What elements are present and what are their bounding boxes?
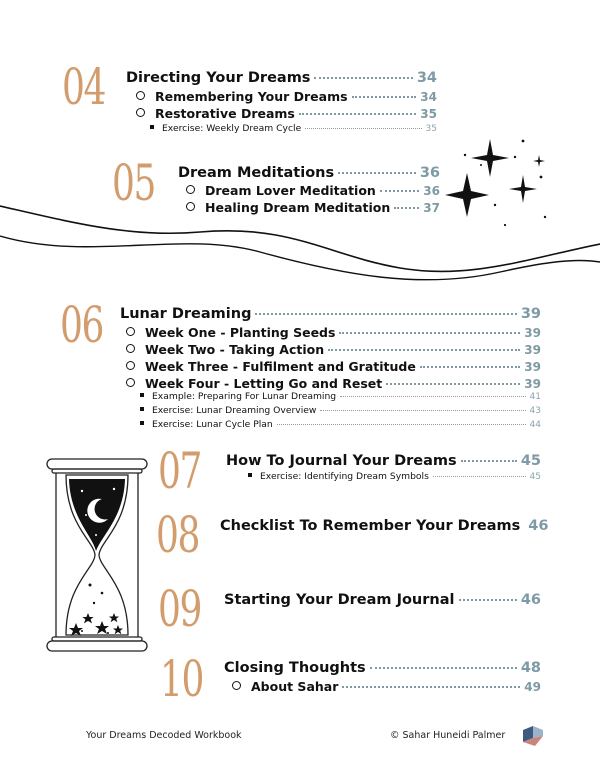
toc-title: Starting Your Dream Journal bbox=[224, 592, 455, 608]
chapter-number: 06 bbox=[60, 296, 103, 354]
page-number: 39 bbox=[524, 360, 541, 374]
page-number: 49 bbox=[524, 680, 541, 694]
square-bullet-icon bbox=[140, 393, 144, 397]
dot-leader bbox=[305, 128, 421, 129]
page-number: 36 bbox=[423, 184, 440, 198]
dot-leader bbox=[339, 332, 520, 334]
toc-title: Dream Meditations bbox=[178, 165, 335, 181]
toc-subentry[interactable] bbox=[126, 359, 541, 374]
page-number: 36 bbox=[419, 165, 440, 181]
square-bullet-icon bbox=[150, 125, 154, 129]
toc-subtitle: About Sahar bbox=[251, 679, 339, 694]
dot-leader bbox=[277, 424, 526, 425]
page-number: 37 bbox=[423, 201, 440, 215]
dot-leader bbox=[370, 667, 517, 669]
chapter-number: 10 bbox=[160, 650, 203, 708]
bullet-icon bbox=[136, 108, 145, 117]
toc-entry[interactable] bbox=[220, 518, 549, 534]
dot-leader bbox=[338, 172, 416, 174]
page-number: 39 bbox=[520, 306, 541, 322]
toc-title: Checklist To Remember Your Dreams bbox=[220, 518, 521, 534]
toc-subentry[interactable] bbox=[136, 106, 437, 121]
dot-leader bbox=[328, 349, 520, 351]
page-number: 48 bbox=[520, 660, 541, 676]
toc-title: Closing Thoughts bbox=[224, 660, 366, 676]
toc-exercise[interactable] bbox=[140, 391, 541, 402]
bullet-icon bbox=[186, 185, 195, 194]
toc-title: Directing Your Dreams bbox=[126, 70, 311, 86]
chapter-number: 09 bbox=[158, 580, 201, 638]
dot-leader bbox=[386, 383, 520, 385]
dot-leader bbox=[255, 313, 516, 315]
toc-exercise-label: Exercise: Identifying Dream Symbols bbox=[260, 471, 429, 482]
bullet-icon bbox=[126, 327, 135, 336]
page-number: 34 bbox=[420, 90, 437, 104]
page-number: 46 bbox=[528, 518, 549, 534]
toc-entry[interactable] bbox=[120, 306, 541, 322]
page-number: 39 bbox=[524, 377, 541, 391]
toc-entry[interactable] bbox=[224, 592, 541, 608]
chapter-number: 05 bbox=[112, 154, 155, 212]
toc-subentry[interactable] bbox=[232, 679, 541, 694]
toc-subentry[interactable] bbox=[136, 89, 437, 104]
page-number: 44 bbox=[529, 420, 541, 430]
square-bullet-icon bbox=[248, 473, 252, 477]
page-number: 43 bbox=[529, 406, 541, 416]
square-bullet-icon bbox=[140, 421, 144, 425]
dot-leader bbox=[433, 476, 526, 477]
toc-entry[interactable] bbox=[126, 70, 437, 86]
square-bullet-icon bbox=[140, 407, 144, 411]
page-number: 39 bbox=[524, 343, 541, 357]
page-number: 35 bbox=[420, 107, 437, 121]
toc-subentry[interactable] bbox=[126, 325, 541, 340]
dot-leader bbox=[459, 599, 517, 601]
dot-leader bbox=[320, 410, 525, 411]
footer-copyright: © Sahar Huneidi Palmer bbox=[390, 730, 506, 741]
chapter-number: 08 bbox=[156, 506, 199, 564]
toc-exercise[interactable] bbox=[248, 471, 541, 482]
toc-subentry[interactable] bbox=[126, 376, 541, 391]
toc-entry[interactable] bbox=[178, 165, 440, 181]
dot-leader bbox=[314, 77, 412, 79]
page-number: 45 bbox=[529, 472, 541, 482]
toc-subentry[interactable] bbox=[186, 200, 440, 215]
toc-entry[interactable] bbox=[226, 453, 541, 469]
bullet-icon bbox=[136, 91, 145, 100]
toc-subtitle: Restorative Dreams bbox=[155, 106, 295, 121]
toc-subentry[interactable] bbox=[126, 342, 541, 357]
bullet-icon bbox=[232, 681, 241, 690]
page-number: 35 bbox=[425, 124, 437, 134]
dot-leader bbox=[342, 686, 520, 688]
chapter-number: 07 bbox=[158, 442, 201, 500]
dot-leader bbox=[380, 190, 419, 192]
toc-subentry[interactable] bbox=[186, 183, 440, 198]
toc-exercise-label: Exercise: Weekly Dream Cycle bbox=[162, 123, 302, 134]
toc-exercise[interactable] bbox=[150, 123, 437, 134]
bullet-icon bbox=[126, 378, 135, 387]
chapter-number: 04 bbox=[62, 58, 105, 116]
page-number: 34 bbox=[416, 70, 437, 86]
toc-entry[interactable] bbox=[224, 660, 541, 676]
toc-exercise-label: Exercise: Lunar Dreaming Overview bbox=[152, 405, 317, 416]
sparkle-stars-icon bbox=[445, 125, 555, 235]
toc-title: How To Journal Your Dreams bbox=[226, 453, 457, 469]
toc-subtitle: Week Two - Taking Action bbox=[145, 342, 325, 357]
dot-leader bbox=[394, 207, 419, 209]
page-number: 46 bbox=[520, 592, 541, 608]
dot-leader bbox=[340, 396, 525, 397]
bullet-icon bbox=[186, 202, 195, 211]
footer-book-title: Your Dreams Decoded Workbook bbox=[86, 730, 242, 741]
dot-leader bbox=[461, 460, 517, 462]
dot-leader bbox=[420, 366, 520, 368]
toc-exercise[interactable] bbox=[140, 419, 541, 430]
toc-exercise-label: Example: Preparing For Lunar Dreaming bbox=[152, 391, 337, 402]
toc-title: Lunar Dreaming bbox=[120, 306, 252, 322]
bullet-icon bbox=[126, 361, 135, 370]
page-number: 39 bbox=[524, 326, 541, 340]
bullet-icon bbox=[126, 344, 135, 353]
toc-exercise-label: Exercise: Lunar Cycle Plan bbox=[152, 419, 273, 430]
dot-leader bbox=[299, 113, 416, 115]
page-number: 41 bbox=[529, 392, 541, 402]
logo-icon bbox=[521, 724, 545, 748]
toc-subtitle: Dream Lover Meditation bbox=[205, 183, 376, 198]
toc-subtitle: Remembering Your Dreams bbox=[155, 89, 348, 104]
toc-exercise[interactable] bbox=[140, 405, 541, 416]
toc-subtitle: Week Four - Letting Go and Reset bbox=[145, 376, 383, 391]
toc-subtitle: Week One - Planting Seeds bbox=[145, 325, 336, 340]
toc-subtitle: Healing Dream Meditation bbox=[205, 200, 391, 215]
toc-subtitle: Week Three - Fulfilment and Gratitude bbox=[145, 359, 416, 374]
hourglass-icon bbox=[42, 455, 152, 655]
page-number: 45 bbox=[520, 453, 541, 469]
dot-leader bbox=[352, 96, 417, 98]
